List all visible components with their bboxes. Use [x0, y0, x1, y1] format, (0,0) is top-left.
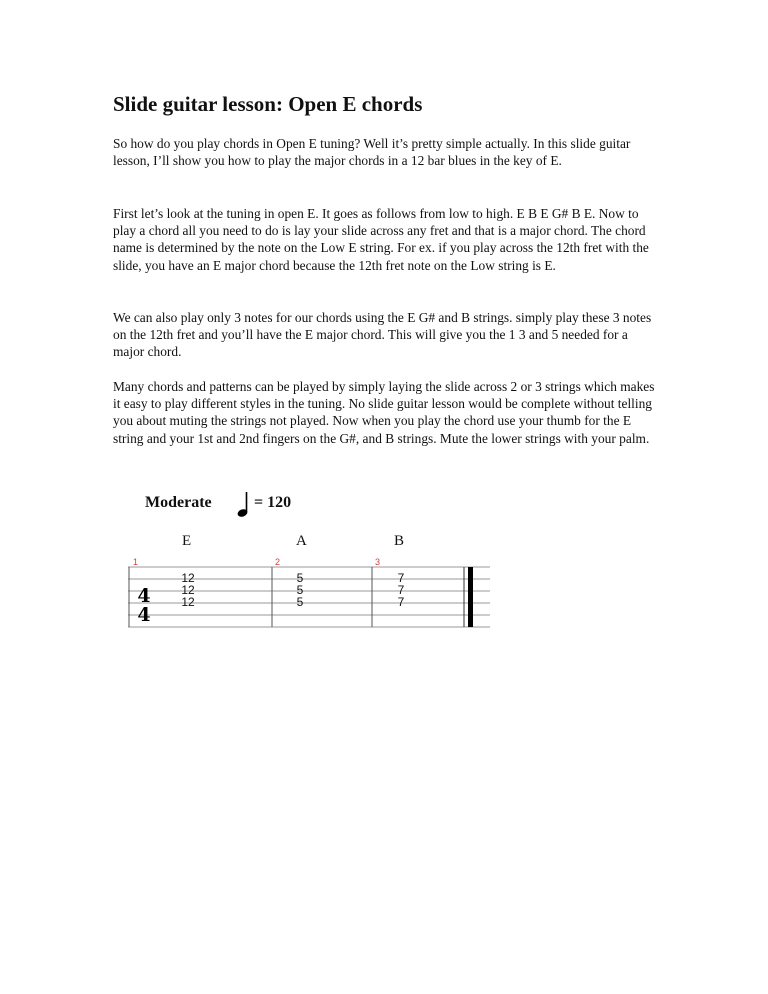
- paragraph-tuning: First let’s look at the tuning in open E. It goes as follows from low to high. E B E G# B E. Now to play a chord all you need to do is lay your slide across any fret and that is a major chord. The chord name is determined by the note on the Low E string. For ex. if you play across the 12th fret with the slide, you have an E major chord because the 12th fret note on the Low string is E.: [113, 206, 649, 273]
- fret-number: 5: [296, 595, 304, 609]
- tempo-value: = 120: [254, 494, 292, 511]
- fret-number: 12: [181, 583, 195, 597]
- guitar-tab-figure: [124, 490, 496, 640]
- lesson-title: Slide guitar lesson: Open E chords: [113, 92, 423, 116]
- measure-number: 3: [375, 557, 381, 567]
- fret-number: 5: [296, 583, 304, 597]
- paragraph-muting: Many chords and patterns can be played by simply laying the slide across 2 or 3 strings which makes it easy to play different styles in the tuning. No slide guitar lesson would be complete without telling you about muting the strings not played. Now when you play the chord use your thumb for the E string and your 1st and 2nd fingers on the G#, and B strings. Mute the lower strings with your palm.: [113, 379, 655, 446]
- final-bar-thick: [468, 567, 473, 627]
- chord-name: A: [296, 533, 307, 549]
- chord-name: B: [394, 533, 405, 549]
- chord-name: E: [182, 533, 192, 549]
- time-signature-top: 4: [137, 585, 151, 607]
- fret-number: 7: [397, 583, 405, 597]
- tab-staff: [124, 564, 496, 636]
- fret-number: 7: [397, 595, 405, 609]
- fret-number: 5: [296, 571, 304, 585]
- quarter-note-icon: [236, 490, 250, 518]
- time-signature-bottom: 4: [137, 604, 151, 626]
- paragraph-three-notes: We can also play only 3 notes for our chords using the E G# and B strings. simply play these 3 notes on the 12th fret and you’ll have the E major chord. This will give you the 1 3 and 5 needed for a major chord.: [113, 310, 652, 360]
- fret-number: 7: [397, 571, 405, 585]
- measure-number: 2: [275, 557, 281, 567]
- paragraph-intro: So how do you play chords in Open E tuning? Well it’s pretty simple actually. In this slide guitar lesson, I’ll show you how to play the major chords in a 12 bar blues in the key of E.: [113, 136, 631, 169]
- measure-number: 1: [133, 557, 139, 567]
- tempo-label: Moderate: [145, 494, 212, 511]
- fret-number: 12: [181, 595, 195, 609]
- fret-number: 12: [181, 571, 195, 585]
